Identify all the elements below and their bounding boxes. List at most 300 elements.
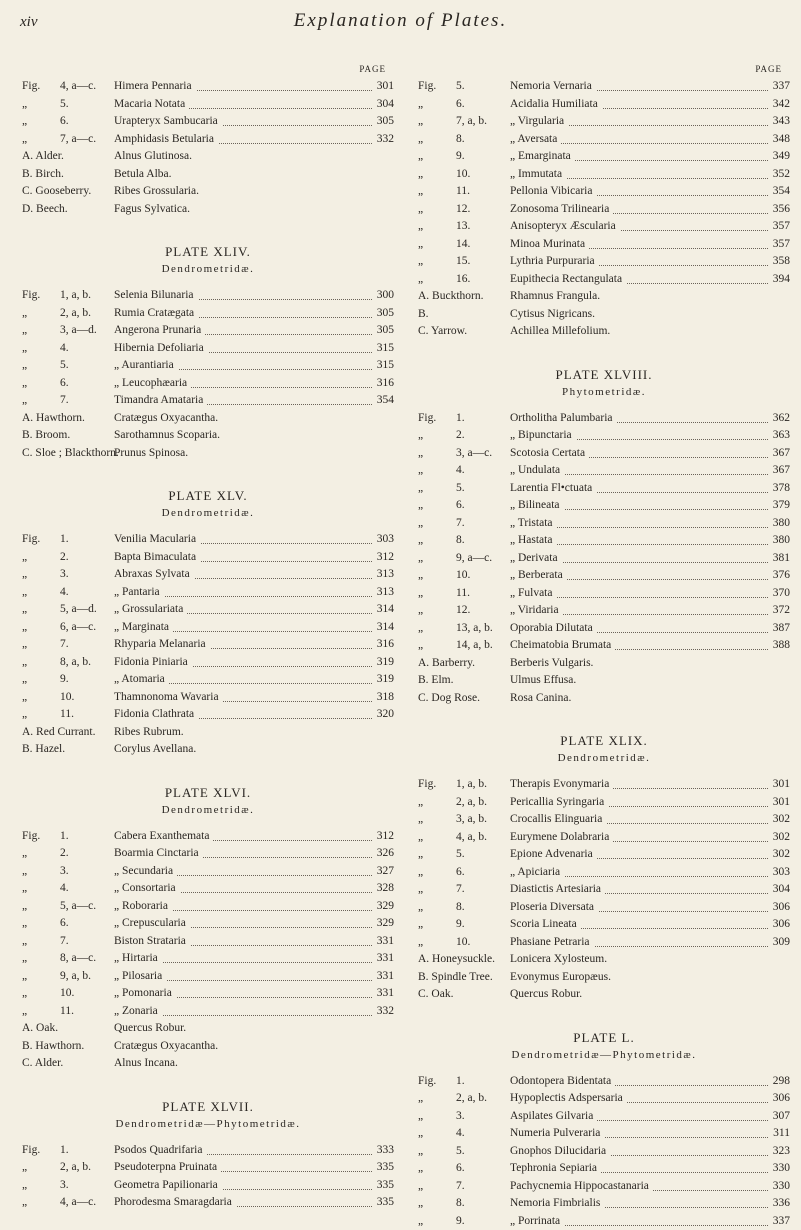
species-name-cell	[114, 654, 192, 672]
plant-latin-name: Prunus Spinosa.	[114, 445, 188, 463]
fig-label: Fig.	[418, 410, 436, 428]
species-name: Pachycnemia Hippocastanaria	[510, 1180, 653, 1192]
plant-entry	[22, 445, 394, 463]
figure-entry	[418, 515, 790, 533]
figure-number: 2, a, b.	[60, 1159, 91, 1177]
fig-label: „	[22, 706, 27, 724]
figure-entry	[22, 1159, 394, 1177]
page-ref: 381	[769, 550, 790, 568]
fig-label: „	[418, 236, 423, 254]
figure-number: 4.	[60, 340, 69, 358]
species-name-cell	[510, 113, 568, 131]
plate-section	[418, 733, 790, 1004]
fig-label: „	[418, 846, 423, 864]
species-name-cell	[510, 445, 589, 463]
species-name: „ Secundaria	[114, 865, 177, 877]
plant-common-name: C. Oak.	[418, 986, 453, 1004]
species-name: „ Emarginata	[510, 150, 575, 162]
species-name-cell	[510, 776, 613, 794]
species-name-cell	[510, 1108, 597, 1126]
figure-entry	[22, 549, 394, 567]
figure-number: 8.	[456, 131, 465, 149]
figure-number: 2, a, b.	[456, 1090, 487, 1108]
species-name-cell	[114, 1177, 222, 1195]
page-ref: 319	[373, 671, 394, 689]
fig-label: „	[418, 1090, 423, 1108]
species-name-cell	[510, 1178, 653, 1196]
figure-number: 5.	[456, 78, 465, 96]
page-ref: 305	[373, 305, 394, 323]
species-name: „ Fulvata	[510, 587, 556, 599]
figure-entry	[418, 532, 790, 550]
figure-entry	[22, 322, 394, 340]
plant-latin-name: Achillea Millefolium.	[510, 323, 610, 341]
figure-entry	[22, 287, 394, 305]
plant-entry	[22, 1055, 394, 1073]
fig-label: Fig.	[22, 78, 40, 96]
figure-entry	[418, 1108, 790, 1126]
figure-number: 2.	[60, 549, 69, 567]
page-ref: 318	[373, 689, 394, 707]
species-name: Cheimatobia Brumata	[510, 639, 615, 651]
species-name-cell	[114, 78, 196, 96]
page-ref: 348	[769, 131, 790, 149]
page-ref: 313	[373, 566, 394, 584]
plant-entry	[418, 672, 790, 690]
figure-number: 4, a—c.	[60, 78, 96, 96]
figure-entry	[418, 497, 790, 515]
family-heading: Phytometridæ.	[418, 386, 790, 404]
fig-label: „	[418, 183, 423, 201]
fig-label: „	[418, 1143, 423, 1161]
figure-entry	[418, 811, 790, 829]
figure-entry	[418, 550, 790, 568]
species-name: „ Roboraria	[114, 900, 172, 912]
fig-label: „	[418, 1178, 423, 1196]
species-name: „ Viridaria	[510, 604, 563, 616]
species-name-cell	[510, 1213, 564, 1230]
plant-entry	[418, 986, 790, 1004]
figure-number: 6.	[456, 1160, 465, 1178]
species-name-cell	[510, 515, 557, 533]
plant-common-name: C. Sloe ; Blackthorn.	[22, 445, 119, 463]
species-name: Diastictis Artesiaria	[510, 883, 605, 895]
species-name: Fidonia Piniaria	[114, 656, 192, 668]
figure-entry	[22, 78, 394, 96]
figure-number: 9.	[60, 671, 69, 689]
fig-label: „	[22, 654, 27, 672]
species-name: „ Aurantiaria	[114, 359, 178, 371]
species-name-cell	[510, 1125, 604, 1143]
species-name-cell	[510, 410, 617, 428]
page-ref: 367	[769, 462, 790, 480]
plant-entry	[418, 323, 790, 341]
figure-number: 1.	[456, 1073, 465, 1091]
figure-entry	[22, 985, 394, 1003]
fig-label: „	[418, 532, 423, 550]
figure-entry	[418, 1160, 790, 1178]
figure-entry	[418, 585, 790, 603]
species-name: Scoria Lineata	[510, 918, 581, 930]
plant-common-name: A. Hawthorn.	[22, 410, 85, 428]
species-name: „ Undulata	[510, 464, 564, 476]
figure-number: 8.	[456, 899, 465, 917]
species-name: „ Consortaria	[114, 882, 180, 894]
fig-label: „	[418, 811, 423, 829]
plate-heading: PLATE L.	[418, 1030, 790, 1049]
figure-number: 5.	[456, 1143, 465, 1161]
species-name-cell	[114, 706, 198, 724]
species-name: „ Marginata	[114, 621, 173, 633]
species-name: Numeria Pulveraria	[510, 1127, 604, 1139]
page-ref: 312	[373, 828, 394, 846]
figure-number: 3, a—c.	[456, 445, 492, 463]
species-name-cell	[510, 864, 564, 882]
figure-entry	[418, 881, 790, 899]
page-ref: 306	[769, 1090, 790, 1108]
fig-label: „	[418, 113, 423, 131]
page-ref: 304	[769, 881, 790, 899]
figure-entry	[22, 1194, 394, 1212]
fig-label: „	[22, 131, 27, 149]
species-name-cell	[510, 1195, 604, 1213]
plant-common-name: C. Alder.	[22, 1055, 63, 1073]
species-name-cell	[114, 828, 213, 846]
family-heading: Dendrometridæ.	[22, 507, 394, 525]
figure-number: 4.	[456, 1125, 465, 1143]
figure-entry	[418, 131, 790, 149]
page-ref: 319	[373, 654, 394, 672]
figure-number: 12.	[456, 201, 470, 219]
figure-entry	[22, 689, 394, 707]
figure-number: 4, a, b.	[456, 829, 487, 847]
plant-entry	[22, 1038, 394, 1056]
family-heading: Dendrometridæ.	[418, 752, 790, 770]
species-name: Himera Pennaria	[114, 80, 196, 92]
figure-entry	[418, 899, 790, 917]
species-name-cell	[510, 131, 561, 149]
fig-label: „	[418, 585, 423, 603]
species-name: Zonosoma Trilinearia	[510, 203, 613, 215]
species-name: Hypoplectis Adspersaria	[510, 1092, 627, 1104]
figure-number: 6.	[60, 915, 69, 933]
figure-number: 10.	[60, 985, 74, 1003]
page-ref: 302	[769, 811, 790, 829]
species-name-cell	[114, 1142, 206, 1160]
page-ref: 378	[769, 480, 790, 498]
species-name: Boarmia Cinctaria	[114, 847, 203, 859]
page-ref: 329	[373, 915, 394, 933]
plate-section	[418, 367, 790, 708]
species-name-cell	[510, 934, 594, 952]
species-name: Geometra Papilionaria	[114, 1179, 222, 1191]
figure-entry	[418, 183, 790, 201]
page-ref: 313	[373, 584, 394, 602]
plant-latin-name: Lonicera Xylosteum.	[510, 951, 607, 969]
species-name: Odontopera Bidentata	[510, 1075, 615, 1087]
plate-heading: PLATE XLIX.	[418, 733, 790, 752]
figure-entry	[418, 148, 790, 166]
figure-entry	[22, 863, 394, 881]
figure-number: 5.	[456, 846, 465, 864]
plant-entry	[418, 288, 790, 306]
fig-label: „	[418, 794, 423, 812]
species-name: „ Grossulariata	[114, 603, 187, 615]
fig-label: „	[418, 637, 423, 655]
species-name-cell	[114, 392, 207, 410]
plant-latin-name: Cratægus Oxyacantha.	[114, 1038, 218, 1056]
species-name-cell	[510, 829, 613, 847]
figure-entry	[22, 131, 394, 149]
page-ref: 380	[769, 515, 790, 533]
page-ref: 363	[769, 427, 790, 445]
species-name-cell	[114, 601, 187, 619]
plant-latin-name: Ribes Rubrum.	[114, 724, 184, 742]
figure-number: 8.	[456, 532, 465, 550]
page-ref: 349	[769, 148, 790, 166]
figure-entry	[22, 601, 394, 619]
species-name-cell	[114, 968, 166, 986]
species-name: „ Bipunctaria	[510, 429, 576, 441]
figure-number: 15.	[456, 253, 470, 271]
species-name: „ Leucophæaria	[114, 377, 191, 389]
species-name: Nemoria Vernaria	[510, 80, 596, 92]
fig-label: „	[418, 218, 423, 236]
page-ref: 337	[769, 78, 790, 96]
fig-label: „	[22, 898, 27, 916]
species-name-cell	[114, 880, 180, 898]
page-ref: 303	[769, 864, 790, 882]
plant-latin-name: Quercus Robur.	[114, 1020, 186, 1038]
species-name-cell	[114, 375, 191, 393]
page-ref: 302	[769, 829, 790, 847]
page-column-header: PAGE	[755, 64, 782, 74]
page-ref: 316	[373, 636, 394, 654]
figure-number: 7.	[456, 1178, 465, 1196]
page-ref: 358	[769, 253, 790, 271]
species-name-cell	[510, 811, 606, 829]
page-ref: 335	[373, 1159, 394, 1177]
figure-entry	[22, 654, 394, 672]
species-name: Amphidasis Betularia	[114, 133, 218, 145]
figure-entry	[22, 584, 394, 602]
fig-label: Fig.	[418, 1073, 436, 1091]
page-column-header: PAGE	[359, 64, 386, 74]
species-name: Crocallis Elinguaria	[510, 813, 606, 825]
page-ref: 394	[769, 271, 790, 289]
figure-entry	[22, 357, 394, 375]
figure-entry	[418, 620, 790, 638]
page-ref: 309	[769, 934, 790, 952]
species-name: Scotosia Certata	[510, 447, 589, 459]
page-ref: 336	[769, 1195, 790, 1213]
figure-number: 10.	[60, 689, 74, 707]
figure-entry	[22, 915, 394, 933]
figure-entry	[418, 253, 790, 271]
figure-number: 3.	[60, 1177, 69, 1195]
plant-common-name: A. Buckthorn.	[418, 288, 483, 306]
figure-entry	[22, 96, 394, 114]
species-name: Ploseria Diversata	[510, 901, 598, 913]
plant-entry	[22, 148, 394, 166]
fig-label: „	[22, 933, 27, 951]
plate-section	[22, 785, 394, 1073]
figure-entry	[418, 96, 790, 114]
species-name-cell	[510, 585, 556, 603]
figure-entry	[22, 1003, 394, 1021]
fig-label: „	[418, 1160, 423, 1178]
species-name-cell	[510, 271, 626, 289]
page-ref: 315	[373, 357, 394, 375]
plant-latin-name: Fagus Sylvatica.	[114, 201, 190, 219]
figure-entry	[418, 829, 790, 847]
figure-entry	[22, 531, 394, 549]
species-name: „ Crepuscularia	[114, 917, 190, 929]
figure-entry	[418, 480, 790, 498]
fig-label: „	[22, 113, 27, 131]
figure-number: 1.	[60, 828, 69, 846]
plant-common-name: D. Beech.	[22, 201, 68, 219]
page-ref: 328	[373, 880, 394, 898]
species-name-cell	[510, 794, 608, 812]
species-name-cell	[510, 96, 602, 114]
figure-entry	[22, 671, 394, 689]
figure-entry	[22, 706, 394, 724]
family-heading: Dendrometridæ—Phytometridæ.	[22, 1118, 394, 1136]
page-ref: 357	[769, 218, 790, 236]
family-heading: Dendrometridæ—Phytometridæ.	[418, 1049, 790, 1067]
figure-number: 7.	[456, 881, 465, 899]
fig-label: Fig.	[418, 776, 436, 794]
plant-latin-name: Cytisus Nigricans.	[510, 306, 595, 324]
figure-entry	[418, 218, 790, 236]
fig-label: „	[22, 96, 27, 114]
page-ref: 301	[769, 794, 790, 812]
family-heading: Dendrometridæ.	[22, 263, 394, 281]
plate-section	[22, 1099, 394, 1212]
plant-entry	[22, 201, 394, 219]
page-ref: 314	[373, 601, 394, 619]
fig-label: Fig.	[418, 78, 436, 96]
page-ref: 379	[769, 497, 790, 515]
species-name-cell	[114, 915, 190, 933]
species-name: Rhyparia Melanaria	[114, 638, 210, 650]
fig-label: „	[22, 392, 27, 410]
fig-label: „	[22, 1003, 27, 1021]
figure-entry	[418, 1090, 790, 1108]
figure-entry	[418, 410, 790, 428]
figure-number: 16.	[456, 271, 470, 289]
figure-entry	[418, 1195, 790, 1213]
figure-number: 6.	[60, 375, 69, 393]
species-name-cell	[114, 113, 222, 131]
plant-latin-name: Betula Alba.	[114, 166, 172, 184]
figure-entry	[418, 864, 790, 882]
species-name-cell	[510, 602, 563, 620]
species-name: Minoa Murinata	[510, 238, 589, 250]
page-ref: 356	[769, 201, 790, 219]
species-name-cell	[510, 567, 567, 585]
figure-number: 6.	[60, 113, 69, 131]
fig-label: „	[22, 619, 27, 637]
plate-section	[22, 244, 394, 462]
figure-entry	[418, 113, 790, 131]
figure-number: 2.	[60, 845, 69, 863]
plant-common-name: C. Yarrow.	[418, 323, 467, 341]
species-name: Tephronia Sepiaria	[510, 1162, 601, 1174]
fig-label: „	[418, 497, 423, 515]
figure-entry	[418, 1125, 790, 1143]
page-ref: 357	[769, 236, 790, 254]
plant-latin-name: Berberis Vulgaris.	[510, 655, 593, 673]
species-name: Venilia Macularia	[114, 533, 200, 545]
species-name: Fidonia Clathrata	[114, 708, 198, 720]
page-ref: 316	[373, 375, 394, 393]
plant-latin-name: Cratægus Oxyacantha.	[114, 410, 218, 428]
figure-number: 1.	[60, 1142, 69, 1160]
family-heading: Dendrometridæ.	[22, 804, 394, 822]
fig-label: „	[22, 1177, 27, 1195]
figure-number: 6.	[456, 497, 465, 515]
figure-number: 1.	[456, 410, 465, 428]
plant-common-name: B. Birch.	[22, 166, 64, 184]
species-name-cell	[510, 253, 599, 271]
fig-label: „	[22, 357, 27, 375]
figure-entry	[22, 1142, 394, 1160]
species-name-cell	[510, 1143, 610, 1161]
figure-entry	[22, 898, 394, 916]
left-column	[22, 78, 394, 1212]
fig-label: „	[418, 881, 423, 899]
species-name: „ Pantaria	[114, 586, 164, 598]
species-name: „ Aversata	[510, 133, 561, 145]
species-name-cell	[114, 950, 162, 968]
figure-entry	[418, 427, 790, 445]
page-ref: 331	[373, 933, 394, 951]
plate-section	[22, 78, 394, 218]
plate-heading: PLATE XLV.	[22, 488, 394, 507]
figure-number: 2.	[456, 427, 465, 445]
page-ref: 330	[769, 1178, 790, 1196]
figure-number: 9.	[456, 1213, 465, 1230]
figure-number: 13.	[456, 218, 470, 236]
figure-entry	[22, 968, 394, 986]
species-name: Larentia Fl•ctuata	[510, 482, 596, 494]
plant-entry	[418, 690, 790, 708]
species-name: Aspilates Gilvaria	[510, 1110, 597, 1122]
figure-entry	[22, 619, 394, 637]
species-name-cell	[114, 357, 178, 375]
figure-number: 13, a, b.	[456, 620, 493, 638]
figure-entry	[22, 636, 394, 654]
figure-number: 9, a, b.	[60, 968, 91, 986]
fig-label: „	[22, 1159, 27, 1177]
plant-common-name: C. Dog Rose.	[418, 690, 480, 708]
figure-number: 14.	[456, 236, 470, 254]
plant-common-name: A. Barberry.	[418, 655, 475, 673]
page-ref: 311	[769, 1125, 790, 1143]
fig-label: „	[22, 1194, 27, 1212]
page-ref: 301	[373, 78, 394, 96]
page-ref: 330	[769, 1160, 790, 1178]
species-name: Phorodesma Smaragdaria	[114, 1196, 236, 1208]
page-ref: 387	[769, 620, 790, 638]
species-name: Eurymene Dolabraria	[510, 831, 613, 843]
plant-entry	[22, 1020, 394, 1038]
figure-entry	[418, 271, 790, 289]
page-ref: 331	[373, 985, 394, 1003]
figure-number: 10.	[456, 567, 470, 585]
